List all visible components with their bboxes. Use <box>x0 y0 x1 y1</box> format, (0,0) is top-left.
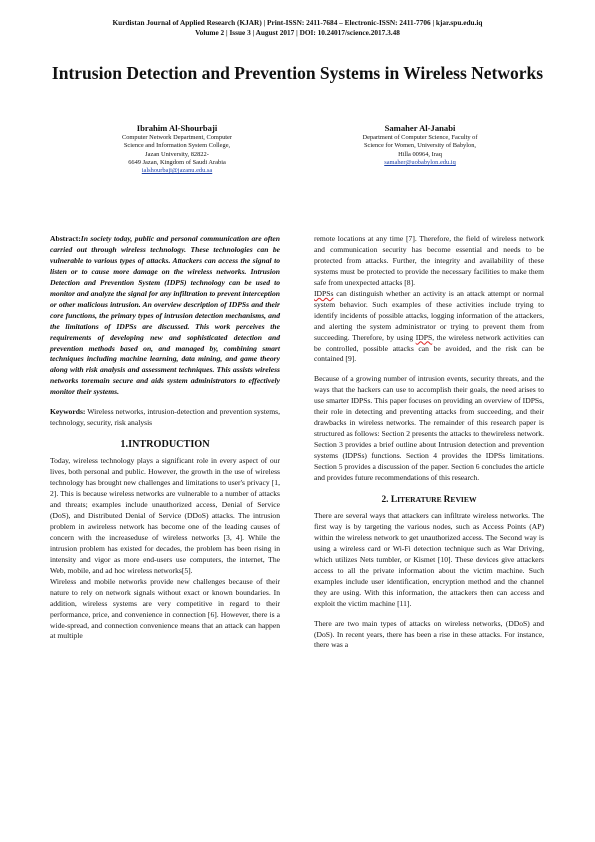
section-heading-introduction: 1.INTRODUCTION <box>120 439 210 451</box>
keywords-text: Wireless networks, intrusion-detection and prevention systems, technology, security, risk analysis <box>50 407 280 428</box>
spellcheck-term: IDPS <box>415 332 433 342</box>
author-affiliation-line: Science for Women, University of Babylon, <box>363 142 477 150</box>
abstract <box>50 234 280 398</box>
paragraph: There are two main types of attacks on wireless networks, (DDoS) and (DoS). In recent years, there has been a rise in these attacks. For instance, there was a <box>314 618 544 650</box>
heading-part: ITERATURE <box>397 494 444 504</box>
journal-header-line-2: Volume 2 | Issue 3 | August 2017 | DOI: 10.24017/science.2017.3.48 <box>195 28 400 37</box>
journal-header <box>0 18 595 38</box>
heading-part: R <box>443 494 451 505</box>
author-email-link[interactable]: samaher@uobabylon.edu.iq <box>384 158 456 166</box>
paragraph: There are several ways that attackers can infiltrate wireless networks. The first way is by targeting the various nodes, such as Access Points (AP) within the wireless network to get unauthorized access. The Second way is using a wireless card or Wi-Fi detection technique such as War Driving, which utilizes Nets tumbler, or Kismet [10]. These devices give attackers access to all the private information about the victim machine. Such examples include user identification, encryption method and the channel they are using. With this information, the attackers then can access and exploit the victim machine [11]. <box>314 510 544 608</box>
author-name: Samaher Al-Janabi <box>384 123 456 133</box>
section-heading-literature-review <box>314 493 544 507</box>
author-email-link[interactable]: ialshourbaji@jazanu.edu.sa <box>141 167 213 175</box>
author-name: Ibrahim Al-Shourbaji <box>136 123 218 133</box>
author-affiliation-line: Jazan University, 82822- <box>145 150 209 158</box>
abstract-label: Abstract: <box>50 234 81 243</box>
journal-header-line-1: Kurdistan Journal of Applied Research (KJAR) | Print-ISSN: 2411-7684 – Electronic-ISSN: 2411-7706 | kjar.spu.edu.iq <box>112 18 483 27</box>
author-affiliation-line: Computer Network Department, Computer <box>121 134 233 141</box>
paragraph <box>314 289 544 366</box>
author-affiliation-line: Hilla 00964, Iraq <box>398 150 442 158</box>
spellcheck-term: IDPSs <box>314 288 334 298</box>
heading-part: 2. L <box>381 494 398 505</box>
author-affiliation-line: 6649 Jazan, Kingdom of Saudi Arabia <box>128 158 226 166</box>
abstract-text: In society today, public and personal communication are often carried out through wireless technology. These technologies can be vulnerable to various types of attacks. Attackers can access the signal to listen or to cause more damage on the wireless networks. Intrusion Detection and Prevention System (IDPS) technology can be used to monitor and analyze the signal for any infiltration to prevent interception or other malicious intrusion. An overview description of IDPSs and their core functions, the primary types of intrusion detection mechanisms, and the limitations of IDPSs are discussed. This work perceives the requirements of developing new and sophisticated detection and prevention methods based on, and managed by, combining smart techniques including machine learning, data mining, and game theory along with risk analysis and assessment techniques. This assists wireless networks toremain secure and aids system administrators to effectively monitor their systems. <box>50 234 280 397</box>
paragraph-text: , the wireless network activities can be controlled, possible attacks can be avoided, and the risk can be contained [9]. <box>314 332 545 364</box>
paper-title: Intrusion Detection and Prevention Systems in Wireless Networks <box>51 63 544 83</box>
author-affiliation-line: Department of Computer Science, Faculty of <box>362 134 478 141</box>
left-column <box>50 234 280 642</box>
author-block-2 <box>320 122 520 167</box>
author-block-1 <box>77 122 277 175</box>
keywords-label: Keywords: <box>50 407 86 417</box>
paragraph: Wireless and mobile networks provide new challenges because of their nature to rely on network signals without exact or known boundaries. In addition, wireless systems are very competitive in regard to their performance, price, and convenience in connection [6]. However, there is a wide-spread, and connection convenience means that an attack can happen at multiple <box>50 576 280 641</box>
paragraph: remote locations at any time [7]. Therefore, the field of wireless network and communication security has become essential and needs to be protected from attacks. Further, the integrity and availability of these systems must be protected to provide the necessary facilities to make them safe from unexpected attacks [8]. <box>314 234 544 287</box>
paragraph: Because of a growing number of intrusion events, security threats, and the ways that the hackers can use to accomplish their goals, the need arises to use smarter IDPSs. This paper focuses on providing an overview of IDPSs, their role in detecting and preventing attacks from succeeding, and their drawbacks in wireless networks. The remainder of this research paper is structured as follows: Section 2 presents the attacks to thewireless network. Section 3 provides a brief outline about Intrusion detection and prevention systems (IDPSs) functions. Section 4 provides the IDPSs limitations. Section 5 provides a discussion of the paper. Section 6 concludes the article and provides future recommendations of this research. <box>314 374 544 483</box>
paragraph: Today, wireless technology plays a significant role in every aspect of our lives, both personal and public. However, the growth in the use of wireless technology has brought new challenges and limitations to user's privacy [1, 2]. This is because wireless networks are vulnerable to a number of attacks and threats; examples include unauthorized access, Denial of Service (DoS), and Distributed Denial of Service (DDoS) attacks. The intrusion problem in awireless network has become one of the leading causes of concern with the increaseduse of wireless networks [3, 4]. While the intrusion problem has existed for decades, the problem has been rising in intensity and vigor as more end-users use computers, the internet, The Web, mobile, and ad hoc wireless networks[5]. <box>50 456 280 575</box>
keywords <box>50 407 280 429</box>
author-affiliation-line: Science and Information System College, <box>123 142 231 150</box>
paragraph-text: can distinguish whether an activity is an attack attempt or normal system behavior. Such examples of these activities include trying to identify incidents of possible attacks, logging information of the attackers, and alerting the system administrator or trying to prevent them from succeeding. Therefore, by using <box>314 288 544 342</box>
right-column <box>314 234 544 651</box>
heading-part: EVIEW <box>450 494 477 504</box>
